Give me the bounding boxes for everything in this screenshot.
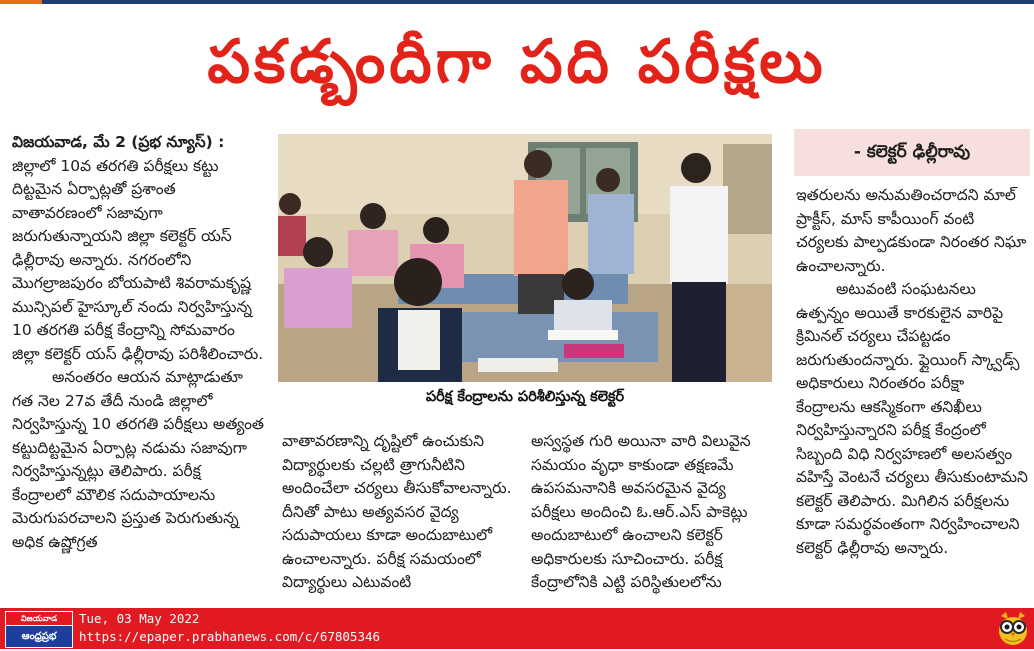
middle-column-1 bbox=[282, 430, 520, 595]
photo-caption: పరీక్ష కేంద్రాలను పరిశీలిస్తున్న కలెక్టర్ bbox=[425, 389, 625, 405]
epaper-link[interactable]: https://epaper.prabhanews.com/c/67805346 bbox=[79, 629, 381, 644]
footer-bar bbox=[0, 608, 1034, 649]
top-strip-accent bbox=[0, 0, 42, 4]
left-column bbox=[12, 131, 264, 554]
left-paragraph-2: అనంతరం ఆయన మాట్లాడుతూ గత నెల 27వ తేదీ నుండి జిల్లాలో నిర్వహిస్తున్న 10 తరగతి పరీక్షలు అత్యంత కట్టుదిట్టమైన ఏర్పాట్ల నడుమ సజావుగా నిర్వహిస్తున్నట్లు తెలిపారు. పరీక్ష కేంద్రాలలో మౌలిక సదుపాయాలను మెరుగుపరచాలని ప్రస్తుత పెరుగుతున్న అధిక ఉష్ణోగ్రత bbox=[12, 368, 264, 551]
top-strip bbox=[0, 0, 1034, 4]
right-column bbox=[796, 184, 1028, 560]
right-paragraph-2: అటువంటి సంఘటనలు ఉత్పన్నం అయితే కారకులైన వారిపై క్రిమినల్ చర్యలు చేపట్టడం జరుగుతుందన్నారు. ఫ్లైయింగ్ స్క్వాడ్స్ అధికారులు నిరంతరం పరీక్షా కేంద్రాలను ఆకస్మికంగా తనిఖీలు నిర్వహిస్తున్నారని పరీక్ష కేంద్రంలో సిబ్బంది విధి నిర్వహణలో అలసత్వం వహిస్తే వెంటనే చర్యలు తీసుకుంటామని కలెక్టర్ తెలిపారు. మిగిలిన పరీక్షలను కూడా సమర్థవంతంగా నిర్వహించాలని కలెక్టర్ ఢిల్లీరావు అన్నారు. bbox=[796, 280, 1028, 557]
logo-edition: విజయవాడ bbox=[6, 612, 72, 625]
headline: పకడ్బందీగా పది పరీక్షలు bbox=[207, 27, 827, 97]
news-photo bbox=[278, 134, 772, 382]
right-paragraph-1: ఇతరులను అనుమతించరాదని మాల్ ప్రాక్టీస్, మాస్ కాపీయింగ్ వంటి చర్యలకు పాల్పడకుండా నిరంతర నిఘా ఉంచాలన్నారు. bbox=[796, 186, 1027, 275]
middle-paragraph-1: వాతావరణాన్ని దృష్టిలో ఉంచుకుని విద్యార్థులకు చల్లటి త్రాగునీటిని అందించేలా చర్యలు తీసుకోవాలన్నారు. దీనితో పాటు అత్యవసర వైద్య సదుపాయలు కూడా అందుబాటులో ఉంచాలన్నారు. పరీక్ష సమయంలో విద్యార్థులు ఎటువంటి bbox=[282, 432, 512, 591]
publication-logo[interactable] bbox=[5, 611, 73, 648]
middle-column-2 bbox=[531, 430, 773, 595]
owl-mascot-icon bbox=[996, 610, 1030, 647]
byline: - కలెక్టర్ ఢిల్లీరావు bbox=[794, 129, 1030, 176]
middle-paragraph-2: అస్వస్థత గురి అయినా వారి విలువైన సమయం వృధా కాకుండా తక్షణమే ఉపసమనానికి అవసరమైన వైద్య పరీక్షలు అందించి ఓ.ఆర్.ఎస్ పాకెట్లు అందుబాటులో ఉంచాలని కలెక్టర్ అధికారులకు సూచించారు. పరీక్ష కేంద్రాలోనికి ఎట్టి పరిస్థితులలోను bbox=[531, 432, 751, 591]
dateline: విజయవాడ, మే 2 (ప్రభ న్యూస్) : bbox=[12, 133, 225, 151]
publication-date: Tue, 03 May 2022 bbox=[79, 611, 200, 626]
logo-title: ఆంధ్రప్రభ bbox=[6, 626, 72, 647]
left-paragraph-1: జిల్లాలో 10వ తరగతి పరీక్షలు కట్టు దిట్టమైన ఏర్పాట్లతో ప్రశాంత వాతావరణంలో సజావుగా జరుగుతున్నాయని జిల్లా కలెక్టర్ యస్ ఢిల్లీరావు అన్నారు. నగరంలోని మొగల్రాజపురం బోయపాటి శివరామకృష్ణ మున్సిపల్ హైస్కూల్ నందు నిర్వహిస్తున్న 10 తరగతి పరీక్ష కేంద్రాన్ని సోమవారం జిల్లా కలెక్టర్ యస్ ఢిల్లీరావు పరిశీలించారు. bbox=[12, 156, 264, 363]
